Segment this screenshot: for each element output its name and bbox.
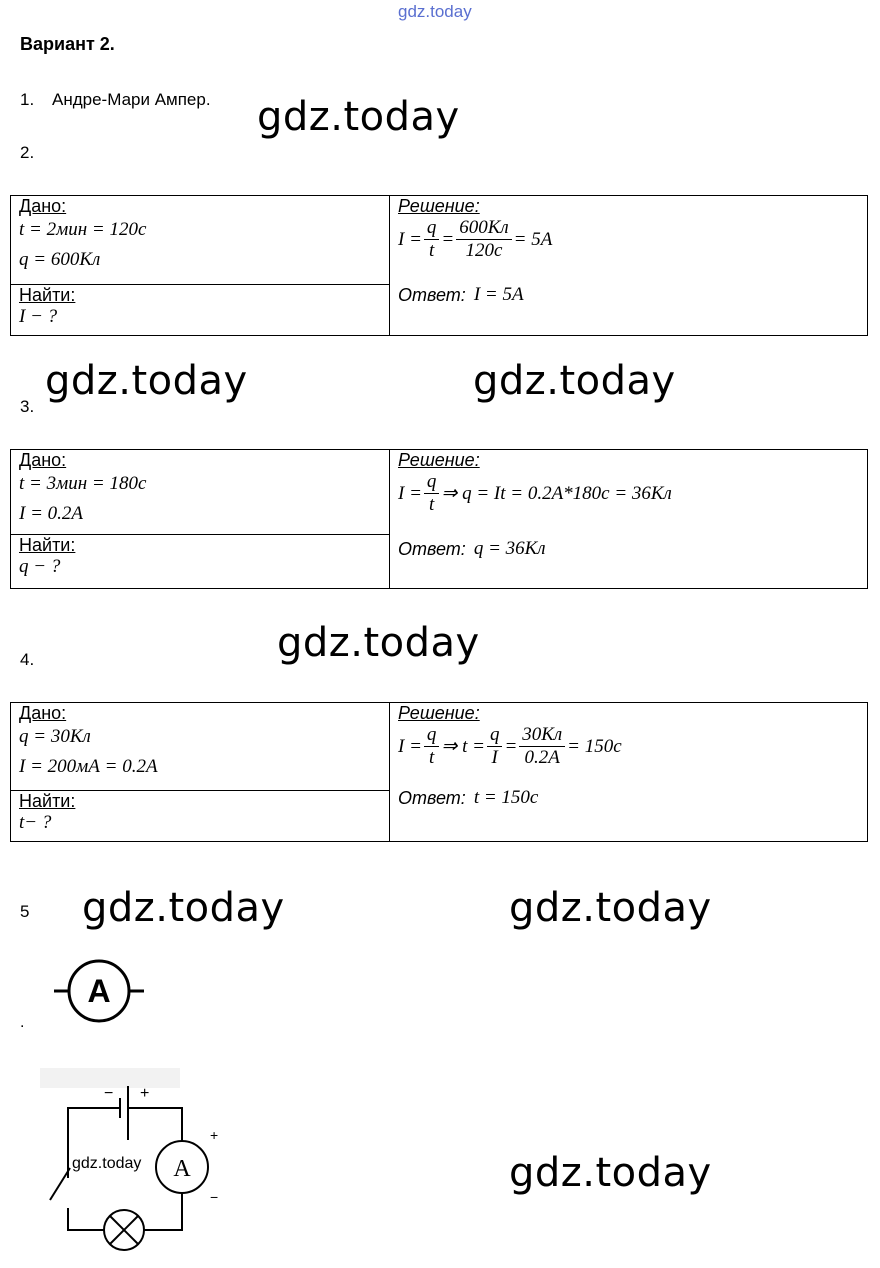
numerator: q bbox=[424, 217, 440, 240]
watermark-top: gdz.today bbox=[398, 2, 472, 21]
task3-given1: t = 3мин = 180с bbox=[19, 473, 147, 494]
answer-label: Ответ: bbox=[398, 787, 466, 808]
fraction bbox=[424, 217, 440, 262]
q3-number: 3. bbox=[20, 397, 35, 416]
formula-lhs: I = bbox=[398, 735, 422, 757]
task4-table bbox=[10, 702, 868, 842]
fraction bbox=[519, 724, 565, 769]
task2-answer: I = 5А bbox=[473, 284, 524, 305]
formula-rhs: = 5А bbox=[513, 228, 553, 250]
formula-rhs: ⇒ q = It = 0.2А*180с = 36Кл bbox=[441, 483, 672, 504]
denominator: t bbox=[429, 747, 435, 768]
circuit-ammeter-letter: A bbox=[173, 1156, 191, 1182]
find-label: Найти: bbox=[19, 285, 76, 305]
fraction bbox=[456, 217, 511, 262]
task4-given-cell bbox=[11, 703, 390, 791]
task4-given2: I = 200мА = 0.2А bbox=[19, 756, 158, 777]
wire-left-bottom bbox=[68, 1208, 108, 1230]
wire-right-top bbox=[128, 1108, 182, 1142]
circuit-watermark: gdz.today bbox=[72, 1155, 142, 1172]
task3-solution-cell bbox=[390, 450, 868, 589]
battery-minus: − bbox=[104, 1085, 114, 1102]
task4-answer: t = 150с bbox=[473, 787, 539, 808]
watermark: gdz.today bbox=[473, 358, 676, 404]
q1-number: 1. bbox=[20, 90, 35, 109]
watermark: gdz.today bbox=[509, 885, 712, 931]
task3-answer-line bbox=[398, 538, 859, 560]
q5-number: 5 bbox=[20, 902, 30, 921]
formula-rhs: = 150с bbox=[567, 735, 622, 757]
task4-formula bbox=[398, 724, 859, 769]
denominator: 0.2А bbox=[524, 747, 560, 768]
task3-given-cell bbox=[11, 450, 390, 535]
denominator: t bbox=[429, 494, 435, 515]
task4-given1: q = 30Кл bbox=[19, 726, 91, 747]
denominator: I bbox=[491, 747, 498, 768]
fraction bbox=[424, 724, 440, 769]
watermark: gdz.today bbox=[257, 94, 460, 140]
find-label: Найти: bbox=[19, 535, 76, 555]
watermark: gdz.today bbox=[45, 358, 248, 404]
q1-answer: Андре-Мари Ампер. bbox=[52, 90, 211, 109]
formula-eq: = bbox=[504, 735, 518, 757]
watermark: gdz.today bbox=[509, 1150, 712, 1196]
denominator: 120с bbox=[465, 240, 503, 261]
q2-number: 2. bbox=[20, 143, 35, 162]
formula-mid: ⇒ t = bbox=[441, 736, 485, 757]
solution-label: Решение: bbox=[398, 703, 480, 723]
task2-answer-line bbox=[398, 284, 859, 306]
task4-solution-cell bbox=[390, 703, 868, 842]
task4-find-cell bbox=[11, 791, 390, 842]
answer-label: Ответ: bbox=[398, 538, 466, 559]
ammeter-plus: + bbox=[210, 1127, 219, 1143]
task3-find: q − ? bbox=[19, 556, 61, 577]
numerator: q bbox=[424, 724, 440, 747]
task2-solution-cell bbox=[390, 196, 868, 336]
ammeter-symbol bbox=[52, 958, 148, 1024]
solution-label: Решение: bbox=[398, 450, 480, 470]
task2-given2: q = 600Кл bbox=[19, 249, 101, 270]
fraction bbox=[424, 471, 440, 516]
fraction bbox=[487, 724, 503, 769]
task3-formula bbox=[398, 471, 859, 516]
task2-find: I − ? bbox=[19, 306, 58, 327]
ammeter-letter: A bbox=[87, 973, 111, 1009]
task3-table bbox=[10, 449, 868, 589]
numerator: q bbox=[424, 471, 440, 494]
formula-lhs: I = bbox=[398, 482, 422, 504]
task2-formula bbox=[398, 217, 859, 262]
battery-plus: + bbox=[140, 1085, 150, 1102]
numerator: q bbox=[487, 724, 503, 747]
circuit-diagram bbox=[40, 1068, 240, 1258]
q4-number: 4. bbox=[20, 650, 35, 669]
switch bbox=[50, 1168, 70, 1200]
find-label: Найти: bbox=[19, 791, 76, 811]
solution-label: Решение: bbox=[398, 196, 480, 216]
task2-given1: t = 2мин = 120с bbox=[19, 219, 147, 240]
task3-find-cell bbox=[11, 535, 390, 589]
task3-given2: I = 0.2А bbox=[19, 503, 84, 524]
given-label: Дано: bbox=[19, 450, 67, 470]
answer-label: Ответ: bbox=[398, 284, 466, 305]
denominator: t bbox=[429, 240, 435, 261]
numerator: 30Кл bbox=[519, 724, 565, 747]
watermark: gdz.today bbox=[82, 885, 285, 931]
formula-lhs: I = bbox=[398, 228, 422, 250]
task2-find-cell bbox=[11, 285, 390, 336]
page-heading: Вариант 2. bbox=[20, 34, 115, 54]
ammeter-minus: − bbox=[210, 1189, 219, 1205]
task3-answer: q = 36Кл bbox=[473, 538, 546, 559]
wire-right-bottom bbox=[140, 1192, 182, 1230]
task2-given-cell bbox=[11, 196, 390, 285]
q5-dot: . bbox=[20, 1014, 25, 1031]
given-label: Дано: bbox=[19, 196, 67, 216]
task4-find: t− ? bbox=[19, 812, 52, 833]
numerator: 600Кл bbox=[456, 217, 511, 240]
given-label: Дано: bbox=[19, 703, 67, 723]
task4-answer-line bbox=[398, 787, 859, 809]
task2-table bbox=[10, 195, 868, 336]
watermark: gdz.today bbox=[277, 620, 480, 666]
formula-eq: = bbox=[441, 228, 455, 250]
